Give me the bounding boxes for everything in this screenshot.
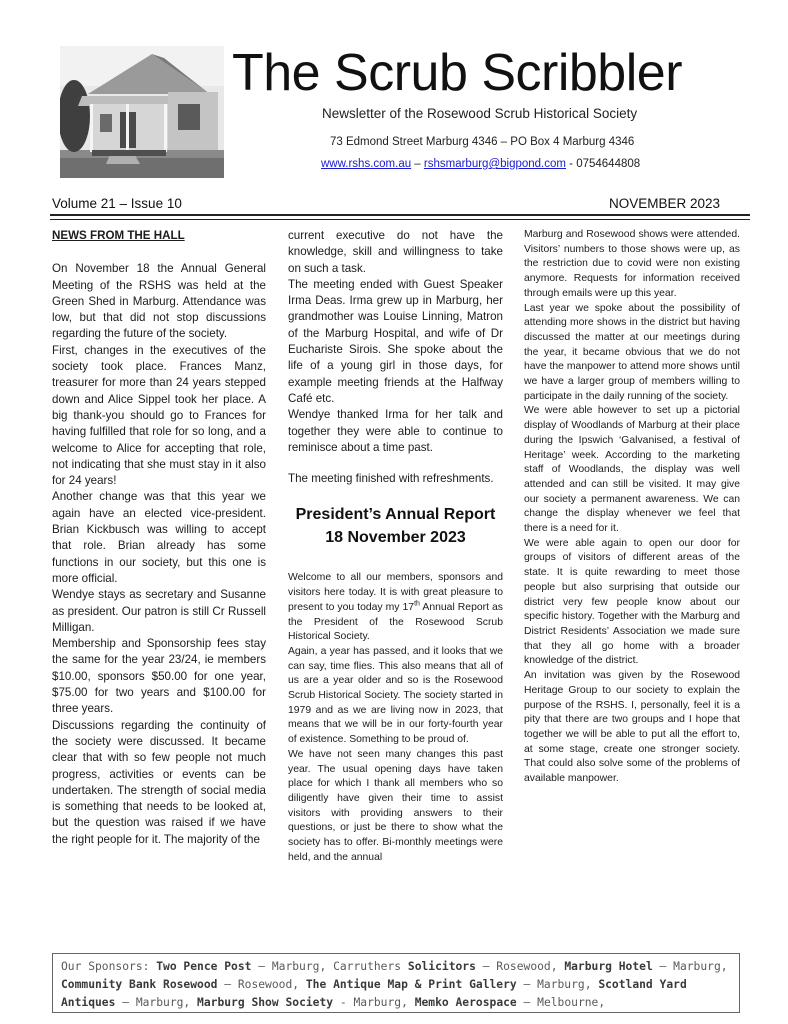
ordinal-suffix: th (414, 600, 420, 608)
column-3 (524, 228, 740, 787)
society-address: 73 Edmond Street Marburg 4346 – PO Box 4 Marburg 4346 (330, 136, 635, 148)
sponsor-location: – Marburg, (652, 960, 728, 973)
report-paragraph: Marburg and Rosewood shows were attended. Visitors’ numbers to those shows were up, as the restriction due to covid were non existing anymore. Requests for information received through emails were up this year. (524, 229, 740, 299)
website-link[interactable]: www.rshs.com.au (321, 158, 412, 170)
news-heading: NEWS FROM THE HALL (52, 229, 185, 242)
contact-line (321, 158, 640, 170)
news-paragraph: On November 18 the Annual General Meeting of the RSHS was held at the Green Shed in Marburg. Attendance was low, but that did not stop discussions regarding the future of the society. (52, 262, 266, 341)
news-paragraph: Wendye thanked Irma for her talk and together they were able to continue to reminisce about a time past. (288, 408, 503, 454)
sponsor-location: – Rosewood, (217, 978, 306, 991)
sponsor-location: – Melbourne, (516, 996, 606, 1009)
sponsor-name: Scotland Yard Antiques (61, 978, 687, 1009)
sponsor-name: Two Pence Post (156, 960, 252, 973)
sponsors-label: Our Sponsors: (61, 960, 157, 973)
news-paragraph: First, changes in the executives of the society took place. Frances Manz, treasurer for more than 24 years stepped down and Alice Sippel took her place. A big thank-you should go to Frances for having fulfilled that role for so long, and a welcome to Alice for accepting that role, not indicating that she must stay in it also for 24 years! (52, 343, 266, 488)
report-paragraph: We were able again to open our door for groups of visitors of different areas of the state. It is quite rewarding to meet those people but also surprising that outside our district very few people know about our specific history. Together with the Marburg and District Residents’ Association we made sure that they all go home with a broader knowledge of the district. (524, 537, 740, 667)
report-paragraph: An invitation was given by the Rosewood Heritage Group to our society to explain the purpose of the RSHS. I, personally, feel it is a pity that there are two groups and I hope that together we will be able to put all the effort to, at some stage, create one stronger society. That could also solve some of the problems of available manpower. (524, 670, 740, 785)
sponsor-name: Marburg Hotel (564, 960, 653, 973)
cottage-image (60, 46, 224, 178)
news-paragraph: Membership and Sponsorship fees stay the same for the year 23/24, ie members $10.00, sponsors $50.00 for one year, $75.00 for two years and $100.00 for three years. (52, 637, 266, 716)
news-paragraph: Another change was that this year we again have an elected vice-president. Brian Kickbusch was willing to accept that role. Brian already has some functions in our society, but this one is more official. (52, 490, 266, 585)
report-paragraph: Last year we spoke about the possibility of attending more shows in the district but having discussed the matter at our meetings during the year, it became obvious that we do not have the manpower to attend more shows until we have a larger group of members willing to participate in the daily running of the society. (524, 302, 740, 402)
contact-separator: – (411, 158, 424, 170)
sponsor-name: The Antique Map & Print Gallery (305, 978, 517, 991)
header-rule-thin (50, 219, 750, 220)
report-paragraph: Again, a year has passed, and it looks that we can say, time flies. This also means that all of us are a year older and so is the Rosewood Scrub Historical Society. The society started in 1979 and as we are living now in 2023, that means that we will be in our forty-fourth year of existence. Something to be proud of. (288, 645, 503, 746)
sponsors-box (52, 953, 740, 1013)
header-rule-thick (50, 214, 750, 216)
report-title (288, 503, 503, 549)
column-2 (288, 228, 503, 866)
sponsor-name: Marburg Show Society (197, 996, 334, 1009)
sponsor-name: Community Bank Rosewood (61, 978, 218, 991)
email-link[interactable]: rshsmarburg@bigpond.com (423, 158, 566, 170)
report-paragraph (288, 571, 503, 645)
report-title-line1: President’s Annual Report (295, 506, 496, 524)
sponsor-location: – Marburg, (516, 978, 599, 991)
news-paragraph: Discussions regarding the continuity of the society were discussed. It became clear that with so few people not much progress, activities or events can be undertaken. The strength of social media is something that needs to be looked at, but the question was raised if we have the right people for it. The majority of the (52, 718, 266, 846)
news-paragraph: The meeting ended with Guest Speaker Irma Deas. Irma grew up in Marburg, her grandmother was Louise Linning, Matron of the Marburg Hospital, and wife of Dr Euchariste Sirois. She spoke about the life of a young girl in those days, for example meeting friends at the Halfway Café etc. (288, 277, 503, 405)
sponsor-location: Carruthers (333, 960, 408, 973)
news-paragraph: The meeting finished with refreshments. (288, 472, 494, 486)
volume-issue: Volume 21 – Issue 10 (52, 196, 182, 211)
sponsor-location: – Marburg, (115, 996, 198, 1009)
report-intro-text-end: Annual Report as the President of the Rosewood Scrub Historical Society. (288, 601, 503, 643)
sponsor-name: Memko Aerospace (414, 996, 517, 1009)
sponsor-location: – Rosewood, (475, 960, 565, 973)
paragraph-gap (288, 456, 503, 471)
report-title-line2: 18 November 2023 (325, 529, 466, 547)
masthead-photo (60, 46, 224, 178)
report-intro-text: Welcome to all our members, sponsors and visitors here today. It is with great pleasure to present to you today my 17 (288, 572, 503, 613)
column-1 (52, 228, 266, 848)
sponsor-location: – Marburg, (251, 960, 334, 973)
newsletter-title: The Scrub Scribbler (232, 44, 683, 102)
news-paragraph: current executive do not have the knowledge, skill and willingness to take on such a task. (288, 229, 503, 275)
news-paragraph: Wendye stays as secretary and Susanne as president. Our patron is still Cr Russell Milligan. (52, 588, 266, 634)
report-paragraph: We were able however to set up a pictorial display of Woodlands of Marburg at their place during the Ipswich ‘Galvanised, a festival of Heritage’ week. According to the marketing staff of Woodlands, the display was well attended and can still be visited. It may give our society a permanent awareness. We can change the display whenever we feel that there is a need for it. (524, 405, 740, 535)
newsletter-subtitle: Newsletter of the Rosewood Scrub Historical Society (322, 106, 638, 121)
phone-number: - 0754644808 (565, 158, 641, 170)
sponsor-location: - Marburg, (333, 996, 415, 1009)
sponsor-name: Solicitors (407, 960, 476, 973)
issue-date: NOVEMBER 2023 (608, 196, 720, 211)
report-paragraph: We have not seen many changes this past year. The usual opening days have taken place for which I thank all members who so diligently have given their time to assist visitors with providing answers to their questions, or just be there to show what the society has to offer. Bi-monthly meetings were held, and the annual (288, 748, 503, 863)
